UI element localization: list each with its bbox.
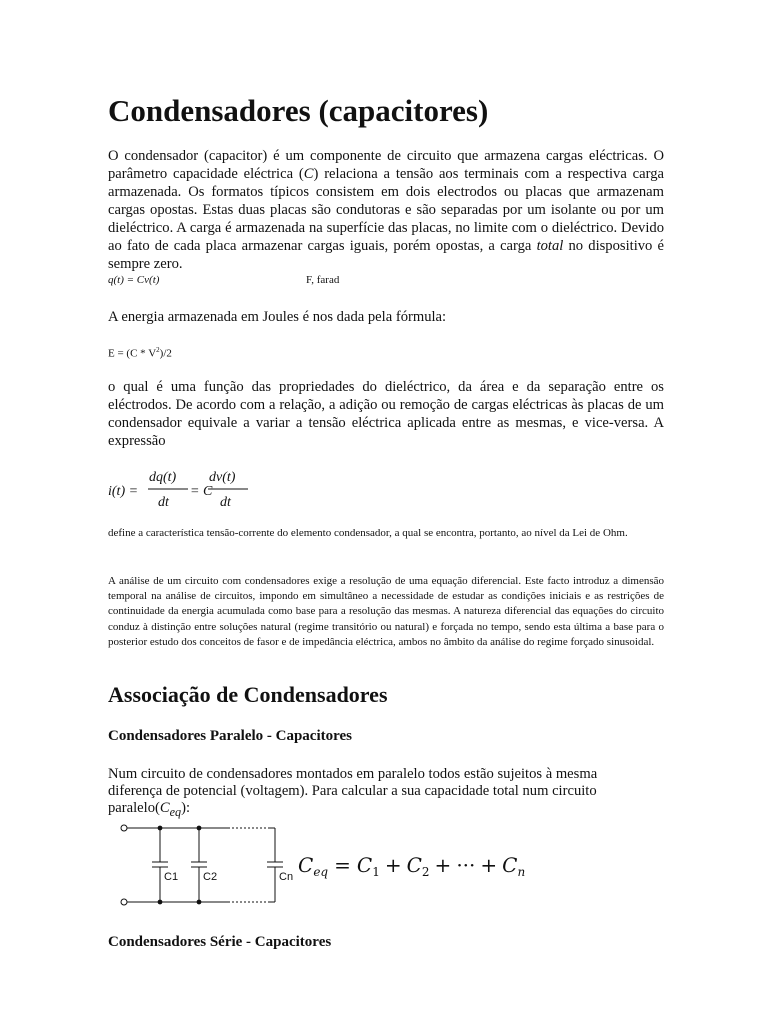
intro-text-2: ) relaciona a tensão aos terminais com a respectiva carga armazenada. Os formatos típicos consistem em dois electrodos ou placas que armazenam cargas opostas. Estas duas placas são condutoras e são separadas por um isolante ou por um dieléctrico. A carga é armazenada na superfície das placas, no limite com o dieléctrico. Devido ao fato de cada placa armazenar cargas iguais, porém opostas, a carga: [108, 166, 664, 254]
parallel-ceq-sub: eq: [169, 804, 182, 819]
terminal-bottom: [121, 899, 127, 905]
energy-formula-right: )/2: [159, 347, 172, 360]
intro-word-total: total: [536, 238, 564, 254]
junction-node: [158, 900, 163, 905]
current-equation-num2: dv(t): [209, 470, 236, 485]
current-equation-den2: dt: [220, 495, 231, 510]
capacitance-equation: $C_{eq} = C_1 + C_2$ + ··· + $C_n$: [298, 853, 526, 879]
parallel-paragraph: [108, 766, 648, 821]
current-equation-mid: = C: [190, 484, 213, 499]
parallel-text-1: Num circuito de condensadores montados em paralelo todos estão sujeitos à mesma diferença de potencial (voltagem). Para calcular a sua capacidade total num circuito paralelo(: [108, 766, 598, 816]
energy-intro: A energia armazenada em Joules é nos dada pela fórmula:: [108, 309, 447, 325]
energy-formula: [108, 346, 172, 360]
junction-node: [197, 826, 202, 831]
current-equation-num1: dq(t): [149, 470, 177, 485]
charge-formula: [108, 274, 508, 286]
current-description: define a característica tensão-corrente do elemento condensador, a qual se encontra, portanto, ao nível da Lei de Ohm.: [108, 527, 628, 539]
capacitor-label-c1: C1: [164, 871, 179, 883]
page-title: Condensadores (capacitores): [108, 93, 489, 128]
dependence-paragraph: o qual é uma função das propriedades do dieléctrico, da área e da separação entre os eléctrodos. De acordo com a relação, a adição ou remoção de cargas eléctricas às placas de um condensador equivale a variar a tensão eléctrica aplicada entre as mesmas, e vice-versa. A expressão: [108, 379, 664, 449]
junction-node: [158, 826, 163, 831]
junction-node: [197, 900, 202, 905]
energy-formula-exponent: 2: [156, 346, 160, 354]
energy-formula-left: E = (C * V: [108, 347, 157, 360]
current-equation-lhs: i(t) =: [108, 484, 139, 499]
terminal-top: [121, 825, 127, 831]
parallel-text-2: ):: [181, 800, 190, 816]
analysis-paragraph: A análise de um circuito com condensadores exige a resolução de uma equação diferencial. Este facto introduz a dimensão temporal na análise de circuitos, impondo em simultâneo a necessidade de estudar as condições iniciais e as restrições de continuidade da energia acumulada como base para a resolução das mesmas. A natureza diferencial das equações do circuito conduz à distinção entre soluções natural (regime transitório ou natural) e forçada no tempo, sendo esta última a base para o posterior estudo dos conceitos de fasor e de impedância eléctrica, ambos no âmbito da análise do regime forçado sinusoidal.: [108, 575, 664, 648]
capacitor-label-c2: C2: [203, 871, 218, 883]
intro-text-3: no dispositivo é sempre zero.: [108, 238, 664, 272]
charge-formula-expression: q(t) = Cv(t): [108, 274, 160, 286]
section-heading-association: Associação de Condensadores: [108, 682, 388, 707]
parallel-ceq: C: [159, 800, 170, 816]
capacitor-label-cn: Cn: [279, 871, 294, 883]
parallel-circuit-diagram: [118, 818, 548, 914]
subsection-heading-parallel: Condensadores Paralelo - Capacitores: [108, 728, 353, 744]
intro-paragraph: [108, 147, 664, 273]
subsection-heading-series: Condensadores Série - Capacitores: [108, 934, 332, 950]
current-equation-den1: dt: [158, 495, 169, 510]
intro-symbol-c: C: [303, 166, 314, 182]
charge-formula-unit: F, farad: [306, 274, 340, 286]
intro-text-1: O condensador (capacitor) é um componente de circuito que armazena cargas eléctricas. O parâmetro capacidade eléctrica (: [108, 148, 664, 182]
current-equation: [108, 466, 268, 512]
